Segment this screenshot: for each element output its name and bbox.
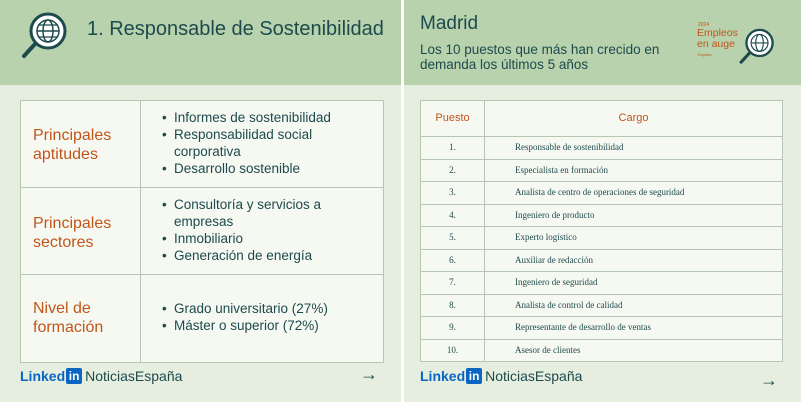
- rank-cell: 6.: [449, 254, 456, 265]
- table-row: [421, 295, 782, 318]
- magnifier-globe-icon: [738, 26, 778, 66]
- table-row: [421, 340, 782, 363]
- table-row: [421, 272, 782, 295]
- table-row: [421, 205, 782, 228]
- badge-year: 2024: [698, 22, 710, 28]
- list-item: • Consultoría y servicios a empresas: [162, 196, 377, 230]
- job-cell: Auxiliar de redacción: [515, 254, 593, 265]
- rank-cell: 1.: [449, 142, 456, 152]
- job-cell: Representante de desarrollo de ventas: [515, 322, 651, 332]
- rank-cell: 10.: [446, 344, 459, 355]
- right-header: [404, 0, 801, 85]
- subtitle: Los 10 puestos que más han crecido en demanda los últimos 5 años: [420, 42, 660, 72]
- list-item: • Máster o superior (72%): [162, 317, 377, 334]
- job-cell: Responsable de sostenibilidad: [515, 142, 624, 152]
- news-label: NoticiasEspaña: [85, 368, 183, 384]
- job-cell: Analista de centro de operaciones de seguridad: [515, 187, 685, 197]
- rank-cell: 3.: [449, 187, 456, 197]
- skills-card: [20, 100, 384, 363]
- list-item: • Responsabilidad social corporativa: [162, 126, 377, 160]
- table-header: [421, 101, 782, 137]
- table-row: [421, 137, 782, 160]
- next-arrow-icon[interactable]: →: [760, 370, 778, 390]
- list-item: • Desarrollo sostenible: [162, 160, 377, 177]
- sectores-list: [162, 196, 377, 264]
- formacion-row: [21, 275, 383, 362]
- news-label: NoticiasEspaña: [485, 368, 583, 384]
- page-title: 1. Responsable de Sostenibilidad: [87, 18, 384, 40]
- job-cell: Asesor de clientes: [515, 344, 581, 355]
- right-panel: [404, 0, 801, 402]
- job-cell: Ingeniero de seguridad: [515, 277, 598, 287]
- list-item: • Generación de energía: [162, 247, 377, 264]
- linkedin-news-logo: [420, 368, 582, 384]
- rank-cell: 4.: [449, 209, 456, 220]
- linkedin-news-logo: [20, 368, 182, 384]
- list-item: • Informes de sostenibilidad: [162, 109, 377, 126]
- rank-cell: 5.: [449, 232, 456, 242]
- aptitudes-list: [162, 109, 377, 177]
- linkedin-wordmark: Linked: [20, 368, 66, 384]
- magnifier-globe-icon: [20, 9, 72, 61]
- header-cargo: Cargo: [618, 112, 649, 124]
- rank-cell: 8.: [449, 299, 456, 310]
- table-row: [421, 182, 782, 205]
- row-label: Principales sectores: [33, 215, 112, 251]
- linkedin-wordmark: Linked: [420, 368, 466, 384]
- formacion-list: [162, 300, 377, 334]
- job-cell: Especialista en formación: [515, 164, 608, 175]
- badge-line1: Empleos: [697, 27, 738, 39]
- rank-cell: 2.: [449, 164, 456, 175]
- row-label: Nivel de formación: [33, 300, 104, 336]
- list-item: • Inmobiliario: [162, 230, 377, 247]
- rank-cell: 9.: [449, 322, 456, 332]
- badge-line2: en auge: [697, 38, 735, 50]
- divider: [140, 275, 141, 362]
- row-label: Principales aptitudes: [33, 127, 112, 163]
- next-arrow-icon[interactable]: →: [360, 364, 378, 384]
- badge-country: España: [698, 52, 712, 57]
- empleos-en-auge-badge: [694, 22, 786, 66]
- divider: [140, 101, 141, 187]
- divider: [140, 188, 141, 274]
- table-row: [421, 160, 782, 183]
- city-title: Madrid: [420, 13, 479, 34]
- table-row: [421, 227, 782, 250]
- linkedin-in-icon: in: [66, 368, 82, 384]
- table-row: [421, 317, 782, 340]
- ranking-table: [420, 100, 783, 362]
- left-header: [0, 0, 401, 85]
- aptitudes-row: [21, 101, 383, 188]
- sectores-row: [21, 188, 383, 275]
- job-cell: Experto logístico: [515, 232, 577, 242]
- job-cell: Ingeniero de producto: [515, 209, 595, 220]
- linkedin-in-icon: in: [466, 368, 482, 384]
- rank-cell: 7.: [449, 277, 456, 287]
- list-item: • Grado universitario (27%): [162, 300, 377, 317]
- header-puesto: Puesto: [435, 112, 470, 124]
- table-row: [421, 250, 782, 273]
- job-cell: Analista de control de calidad: [515, 299, 623, 310]
